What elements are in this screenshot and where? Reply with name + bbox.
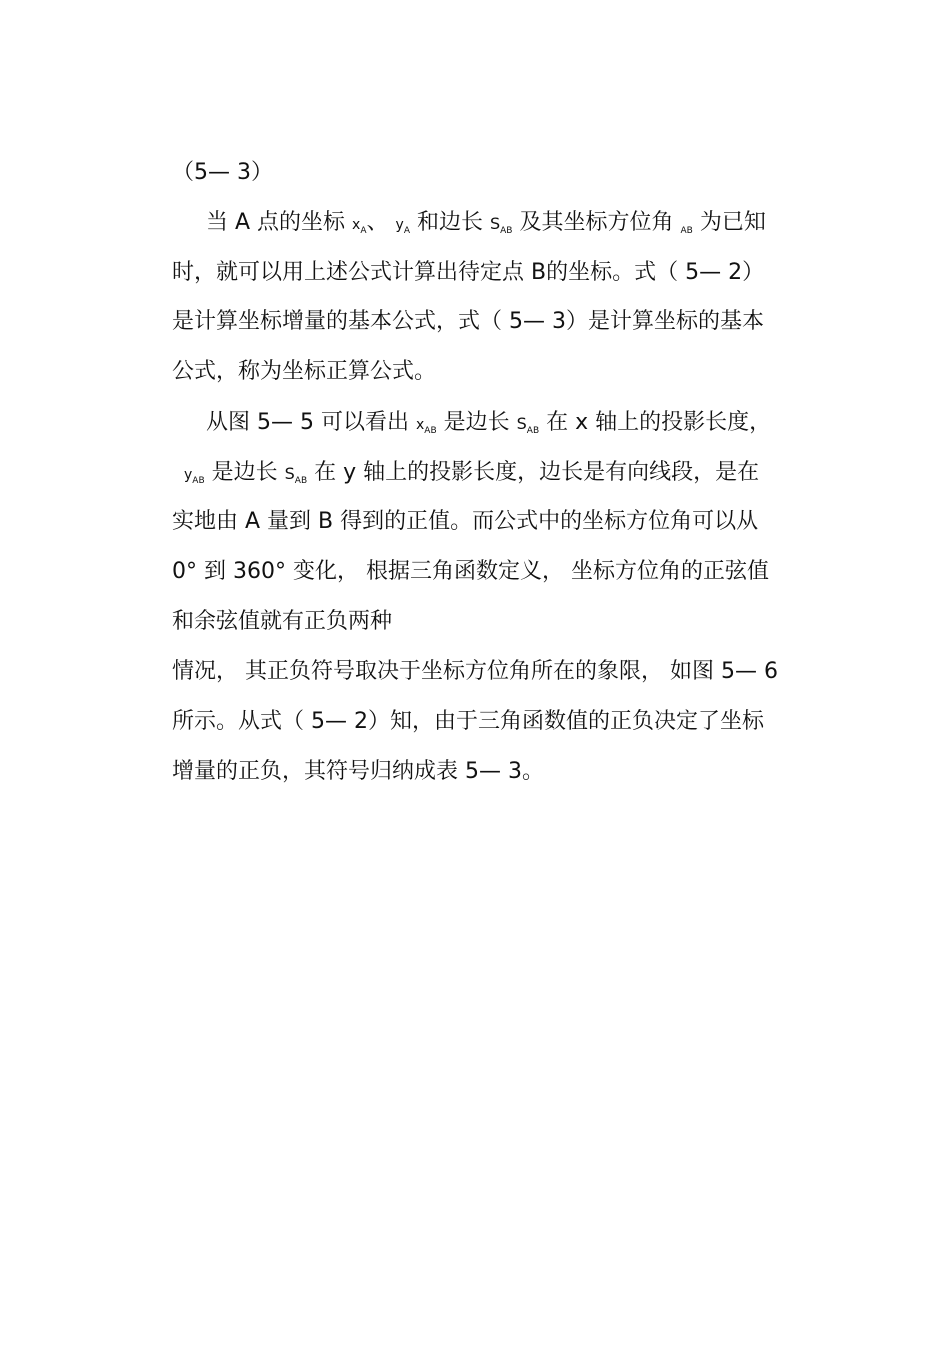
text-run: x	[575, 410, 589, 435]
subscript: AB	[192, 476, 205, 486]
text-run: 实地由	[171, 509, 245, 534]
text-run: 、	[366, 210, 396, 235]
equation-number	[144, 128, 273, 185]
text-run: 点的坐标	[250, 210, 353, 235]
text-run: x	[415, 417, 425, 433]
paragraph-line	[178, 178, 766, 236]
text-run: 及其坐标方位角	[512, 210, 681, 235]
paragraph-line	[178, 378, 772, 436]
text-run: S	[516, 414, 527, 433]
text-run: 5— 5	[256, 410, 314, 435]
subscript: AB	[526, 426, 540, 436]
text-run: 的坐标。式（	[546, 260, 686, 285]
text-run: 5— 3）	[508, 309, 588, 334]
text-run: 量到	[260, 509, 319, 534]
paragraph-line	[144, 627, 778, 684]
text-run: 情况， 其正负符号取决于坐标方位角所在的象限，	[171, 659, 663, 684]
text-run: 是计算坐标增量的基本公式，式（	[171, 309, 509, 334]
text-run: 0°	[171, 559, 197, 584]
text-run: 在	[539, 410, 576, 435]
text-run: 是边长	[204, 460, 285, 485]
text-run: 轴上的投影长度，边长是有向线段，是在	[356, 460, 760, 485]
paragraph-line	[144, 228, 765, 285]
subscript: A	[403, 226, 410, 236]
text-run: 5— 3。	[464, 759, 544, 784]
text-run: 知，由于三角函数值的正负决定了坐标	[389, 709, 764, 734]
text-run: B	[318, 509, 334, 534]
text-run: 和余弦值就有正负两种	[171, 609, 392, 634]
text-run: 在	[307, 460, 344, 485]
text-run: y	[343, 460, 357, 485]
text-run: y	[395, 217, 404, 233]
text-run: B	[530, 260, 547, 285]
paragraph-line	[156, 428, 760, 486]
text-run: y	[183, 467, 193, 483]
text-run: 坐标方位角的正弦值	[563, 559, 769, 584]
subscript: AB	[680, 226, 693, 236]
text-run: 公式，称为坐标正算公式。	[171, 359, 436, 384]
paragraph-line	[144, 527, 769, 584]
paragraph-line	[144, 677, 764, 734]
text-run: 所示。从式（	[171, 709, 311, 734]
text-run: 得到的正值。而公式中的坐标方位角可以从	[333, 509, 759, 534]
paragraph-line	[144, 277, 764, 334]
paragraph-line	[144, 577, 392, 634]
text-run: （5— 3）	[171, 160, 273, 185]
text-run: S	[284, 464, 295, 483]
text-run: 变化， 根据三角函数定义，	[285, 559, 564, 584]
text-run: 轴上的投影长度，	[588, 410, 772, 435]
text-run: 为已知	[692, 210, 766, 235]
text-run: A	[234, 210, 251, 235]
text-run: 是边长	[436, 410, 517, 435]
text-run: 是计算坐标的基本	[587, 309, 764, 334]
text-run: 5— 6	[720, 659, 778, 684]
text-run: x	[352, 217, 361, 233]
text-run: 增量的正负，其符号归纳成表	[171, 759, 465, 784]
subscript: A	[360, 226, 367, 236]
subscript: AB	[500, 226, 513, 236]
text-run: S	[489, 214, 501, 233]
text-run: A	[244, 509, 261, 534]
text-run: 时，就可以用上述公式计算出待定点	[171, 260, 531, 285]
paragraph-line	[144, 727, 544, 784]
subscript: AB	[294, 476, 308, 486]
text-run: 可以看出	[313, 410, 416, 435]
text-run: 5— 2）	[685, 260, 765, 285]
text-run: 当	[205, 210, 235, 235]
paragraph-line	[144, 327, 436, 384]
subscript: AB	[424, 426, 437, 436]
text-run: 到	[196, 559, 233, 584]
text-run: 如图	[662, 659, 721, 684]
text-run: 和边长	[409, 210, 490, 235]
text-run: 5— 2）	[310, 709, 390, 734]
paragraph-line	[144, 477, 759, 534]
text-run: 从图	[205, 410, 257, 435]
text-run: 360°	[232, 559, 286, 584]
